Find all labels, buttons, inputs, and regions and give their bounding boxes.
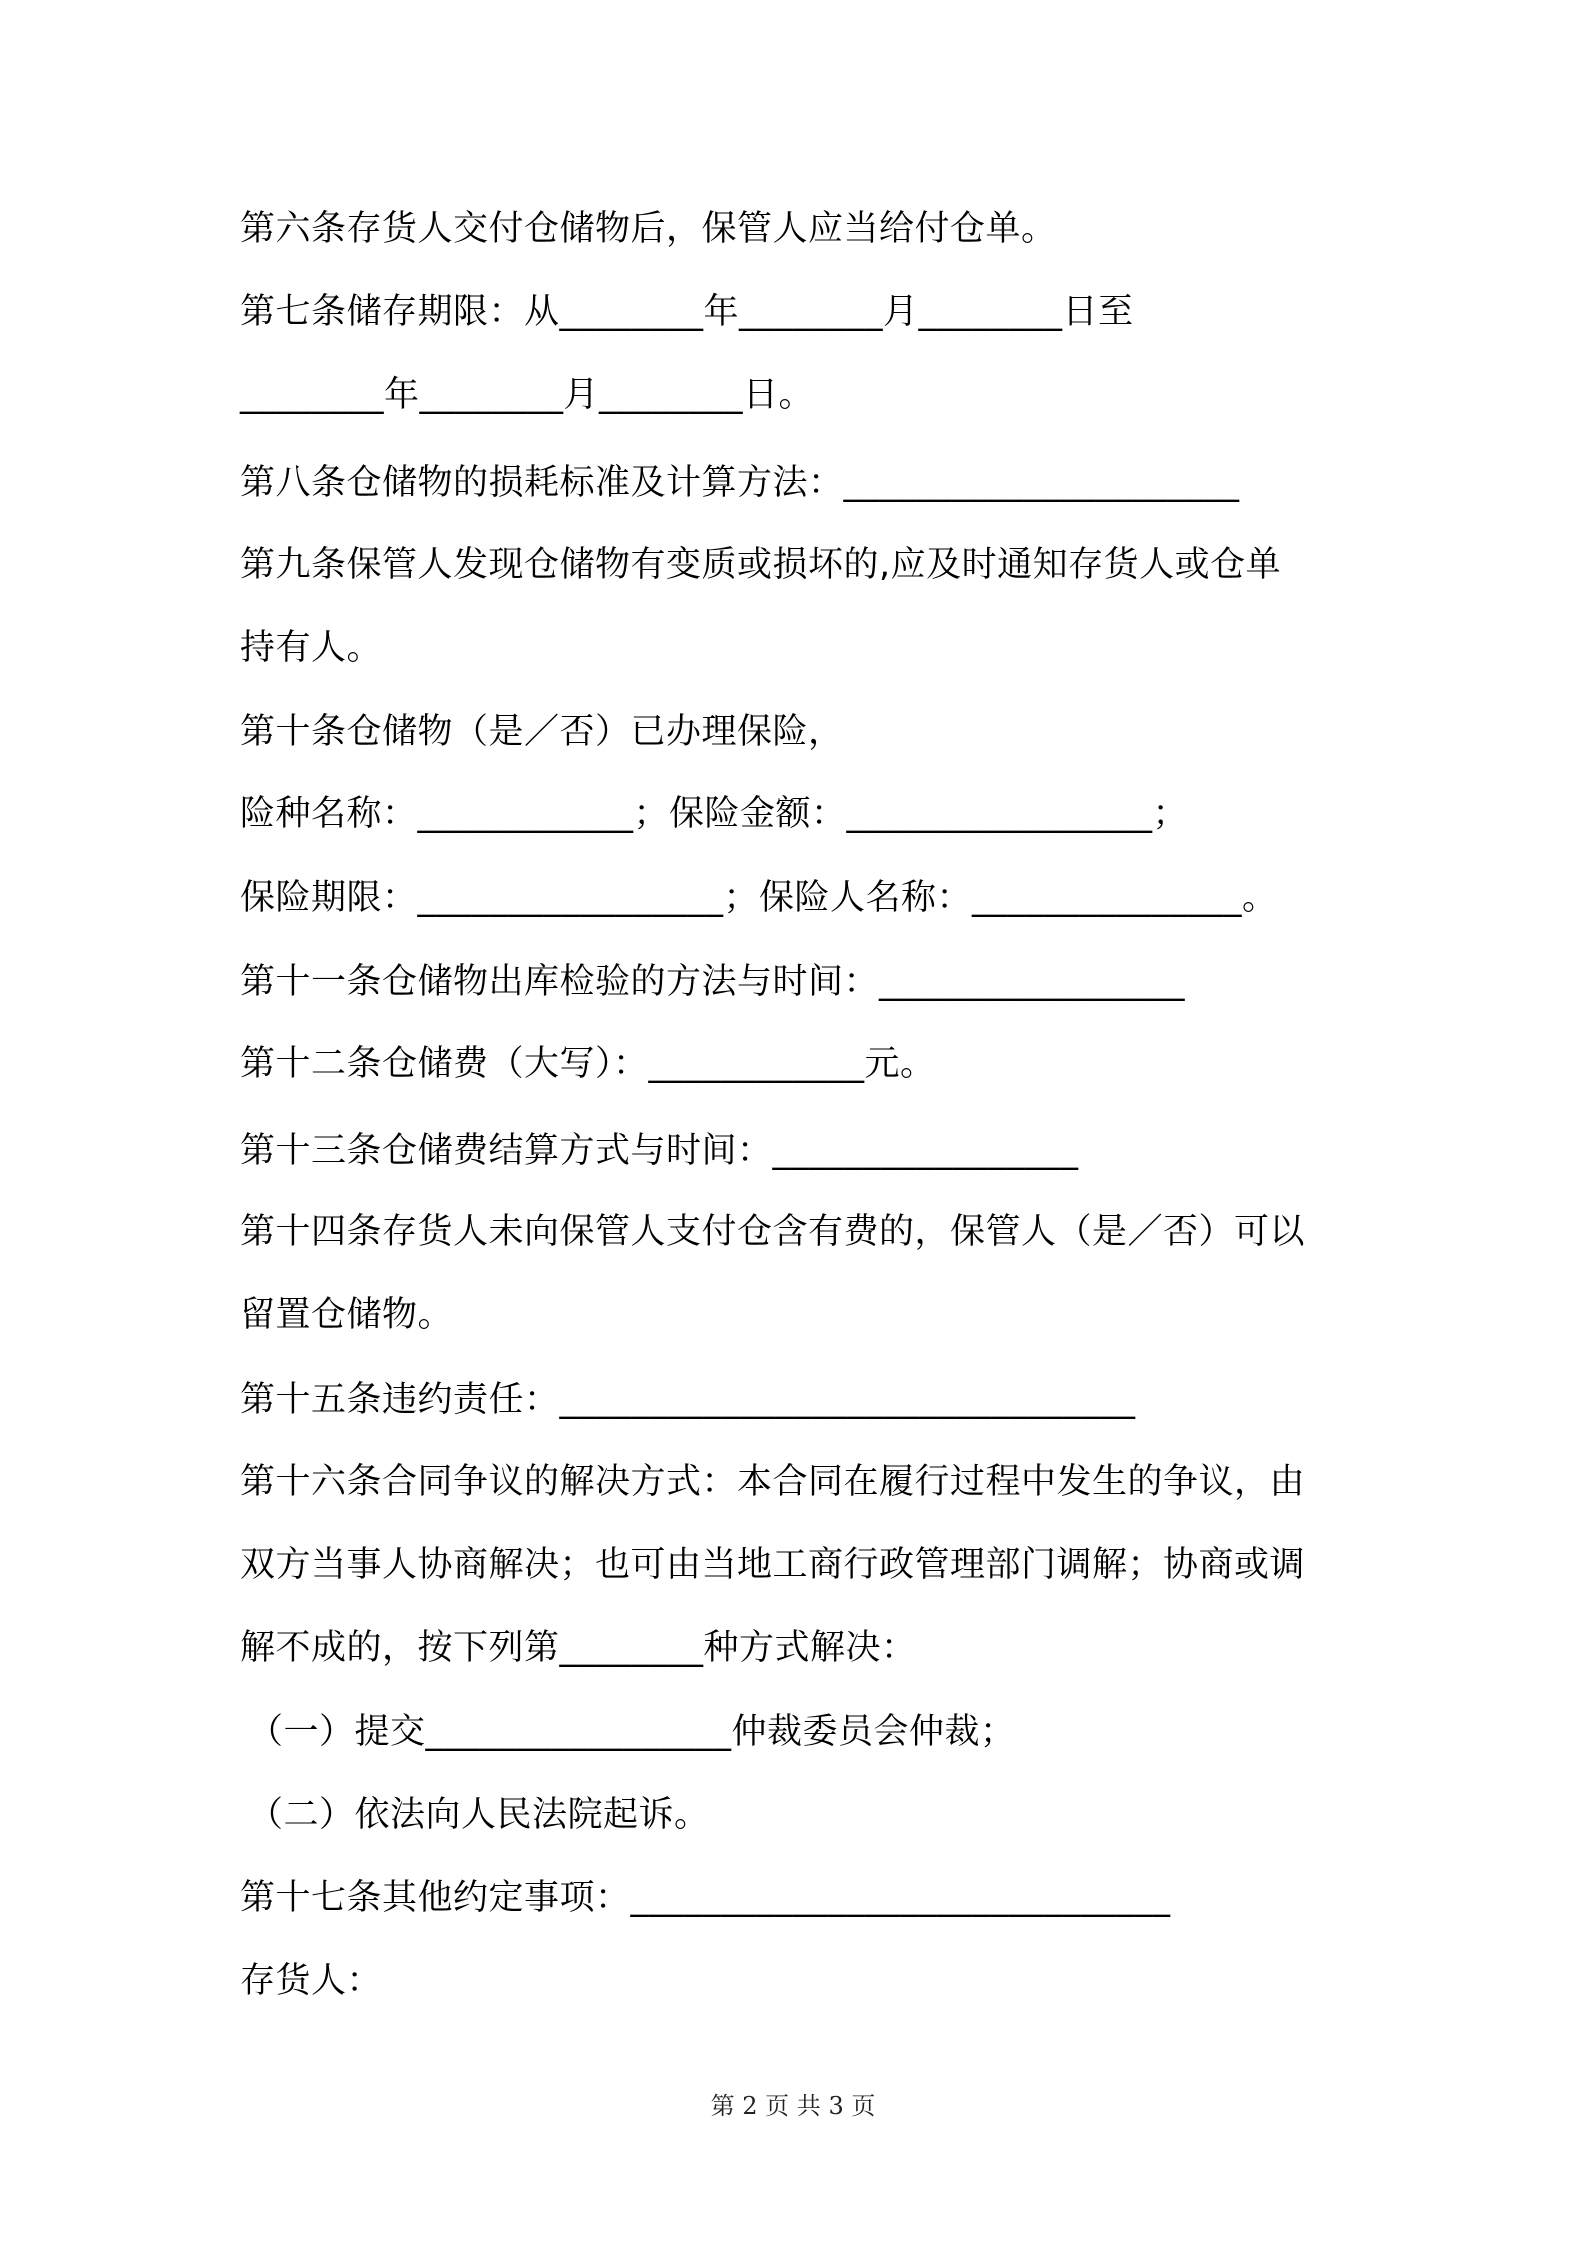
clause-7-line-1: 第七条储存期限：从________年________月________日至 — [240, 292, 1134, 332]
clause-11: 第十一条仓储物出库检验的方法与时间：_________________ — [240, 962, 1186, 1002]
clause-16-line-1: 第十六条合同争议的解决方式：本合同在履行过程中发生的争议，由 — [240, 1462, 1306, 1502]
clause-8: 第八条仓储物的损耗标准及计算方法：______________________ — [240, 463, 1240, 503]
depositor-signature-label: 存货人： — [240, 1961, 383, 2001]
clause-17: 第十七条其他约定事项：______________________________ — [240, 1878, 1171, 1918]
dispute-option-2: （二）依法向人民法院起诉。 — [248, 1795, 710, 1835]
insurance-line-2: 保险期限：_________________；保险人名称：_______________。 — [240, 878, 1278, 918]
clause-16-line-2: 双方当事人协商解决；也可由当地工商行政管理部门调解；协商或调 — [240, 1545, 1306, 1585]
clause-7-line-2: ________年________月________日。 — [240, 375, 815, 415]
clause-9-line-2: 持有人。 — [240, 628, 383, 668]
clause-14-line-2: 留置仓储物。 — [240, 1295, 454, 1335]
clause-13: 第十三条仓储费结算方式与时间：_________________ — [240, 1131, 1079, 1171]
clause-12: 第十二条仓储费（大写）：____________元。 — [240, 1044, 936, 1084]
clause-6: 第六条存货人交付仓储物后，保管人应当给付仓单。 — [240, 209, 1057, 249]
clause-10: 第十条仓储物（是／否）已办理保险， — [240, 712, 844, 752]
insurance-line-1: 险种名称：____________；保险金额：_________________； — [240, 794, 1189, 834]
dispute-option-1: （一）提交_________________仲裁委员会仲裁； — [248, 1712, 1016, 1752]
clause-15: 第十五条违约责任：________________________________ — [240, 1380, 1136, 1420]
clause-16-line-3: 解不成的，按下列第________种方式解决： — [240, 1628, 917, 1668]
clause-9-line-1: 第九条保管人发现仓储物有变质或损坏的,应及时通知存货人或仓单 — [240, 545, 1282, 585]
clause-14-line-1: 第十四条存货人未向保管人支付仓含有费的，保管人（是／否）可以 — [240, 1212, 1306, 1252]
page-number-footer: 第 2 页 共 3 页 — [710, 2092, 876, 2120]
